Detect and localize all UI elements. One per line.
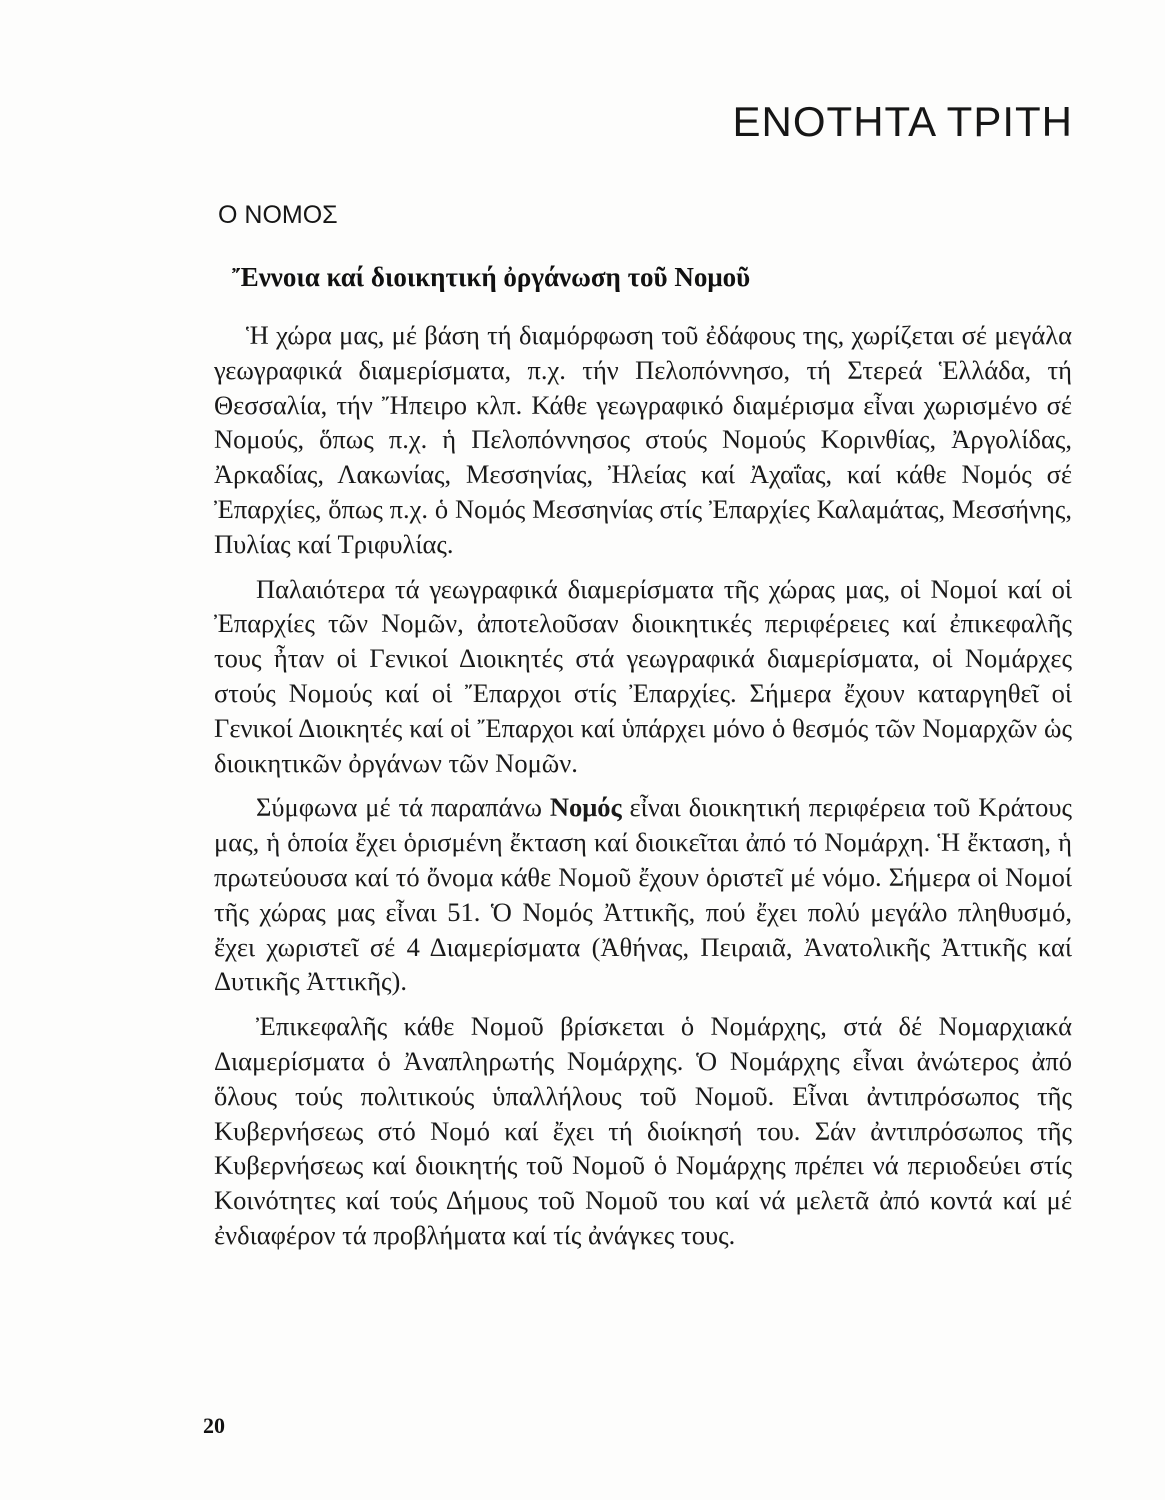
paragraph-1-text: Ἡ χώρα μας, μέ βάση τή διαμόρφωση τοῦ ἐδάφους της, χωρίζεται σέ μεγάλα γεωγραφικά διαμερίσματα, π.χ. τήν Πελοπόννησο, τή Στερεά Ἑλλάδα, τή Θεσσαλία, τήν Ἤπειρο κλπ. Κάθε γεωγραφικό διαμέρισμα εἶναι χωρισμένο σέ Νομούς, ὅπως π.χ. ἡ Πελοπόννησος στούς Νομούς Κορινθίας, Ἀργολίδας, Ἀρκαδίας, Λακωνίας, Μεσσηνίας, Ἠλείας καί Ἀχαΐας, καί κάθε Νομός σέ Ἐπαρχίες, ὅπως π.χ. ὁ Νομός Μεσσηνίας στίς Ἐπαρχίες Καλαμάτας, Μεσσήνης, Πυλίας καί Τριφυλίας. (214, 320, 1072, 559)
paragraph-3 (214, 790, 1072, 999)
paragraph-2 (214, 572, 1072, 781)
paragraph-4 (214, 1009, 1072, 1253)
paragraph-3-bold-term: Νομός (549, 792, 622, 823)
paragraph-2-text: Παλαιότερα τά γεωγραφικά διαμερίσματα τῆς χώρας μας, οἱ Νομοί καί οἱ Ἐπαρχίες τῶν Νομῶν, ἀποτελοῦσαν διοικητικές περιφέρειες καί ἐπικεφαλῆς τους ἦταν οἱ Γενικοί Διοικητές στά γεωγραφικά διαμερίσματα, οἱ Νομάρχες στούς Νομούς καί οἱ Ἔπαρχοι στίς Ἐπαρχίες. Σήμερα ἔχουν καταργηθεῖ οἱ Γενικοί Διοικητές καί οἱ Ἔπαρχοι καί ὑπάρχει μόνο ὁ θεσμός τῶν Νομαρχῶν ὡς διοικητικῶν ὀργάνων τῶν Νομῶν. (214, 573, 1072, 778)
paragraph-3-text-start: Σύμφωνα μέ τά παραπάνω (256, 792, 550, 823)
paragraph-4-text: Ἐπικεφαλῆς κάθε Νομοῦ βρίσκεται ὁ Νομάρχης, στά δέ Νομαρχιακά Διαμερίσματα ὁ Ἀναπληρωτής Νομάρχης. Ὁ Νομάρχης εἶναι ἀνώτερος ἀπό ὅλους τούς πολιτικούς ὑπαλλήλους τοῦ Νομοῦ. Εἶναι ἀντιπρόσωπος τῆς Κυβερνήσεως στό Νομό καί ἔχει τή διοίκησή του. Σάν ἀντιπρόσωπος τῆς Κυβερνήσεως καί διοικητής τοῦ Νομοῦ ὁ Νομάρχης πρέπει νά περιοδεύει στίς Κοινότητες καί τούς Δήμους τοῦ Νομοῦ του καί νά μελετᾶ ἀπό κοντά καί μέ ἐνδιαφέρον τά προβλήματα καί τίς ἀνάγκες τους. (214, 1011, 1072, 1250)
chapter-title: Ο ΝΟΜΟΣ (218, 201, 338, 229)
section-heading: ΕΝΟΤΗΤΑ ΤΡΙΤΗ (732, 98, 1073, 145)
body-text (214, 318, 1072, 1263)
paragraph-3-text-end: εἶναι διοικητική περιφέρεια τοῦ Κράτους μας, ἡ ὁποία ἔχει ὁρισμένη ἔκταση καί διοικεῖται ἀπό τό Νομάρχη. Ἡ ἔκταση, ἡ πρωτεύουσα καί τό ὄνομα κάθε Νομοῦ ἔχουν ὁριστεῖ μέ νόμο. Σήμερα οἱ Νομοί τῆς χώρας μας εἶναι 51. Ὁ Νομός Ἀττικῆς, πού ἔχει πολύ μεγάλο πληθυσμό, ἔχει χωριστεῖ σέ 4 Διαμερίσματα (Ἀθήνας, Πειραιᾶ, Ἀνατολικῆς Ἀττικῆς καί Δυτικῆς Ἀττικῆς). (214, 792, 1072, 997)
subtitle: Ἔννοια καί διοικητική ὀργάνωση τοῦ Νομοῦ (232, 262, 751, 292)
paragraph-1 (214, 318, 1072, 562)
page-number: 20 (203, 1413, 225, 1438)
